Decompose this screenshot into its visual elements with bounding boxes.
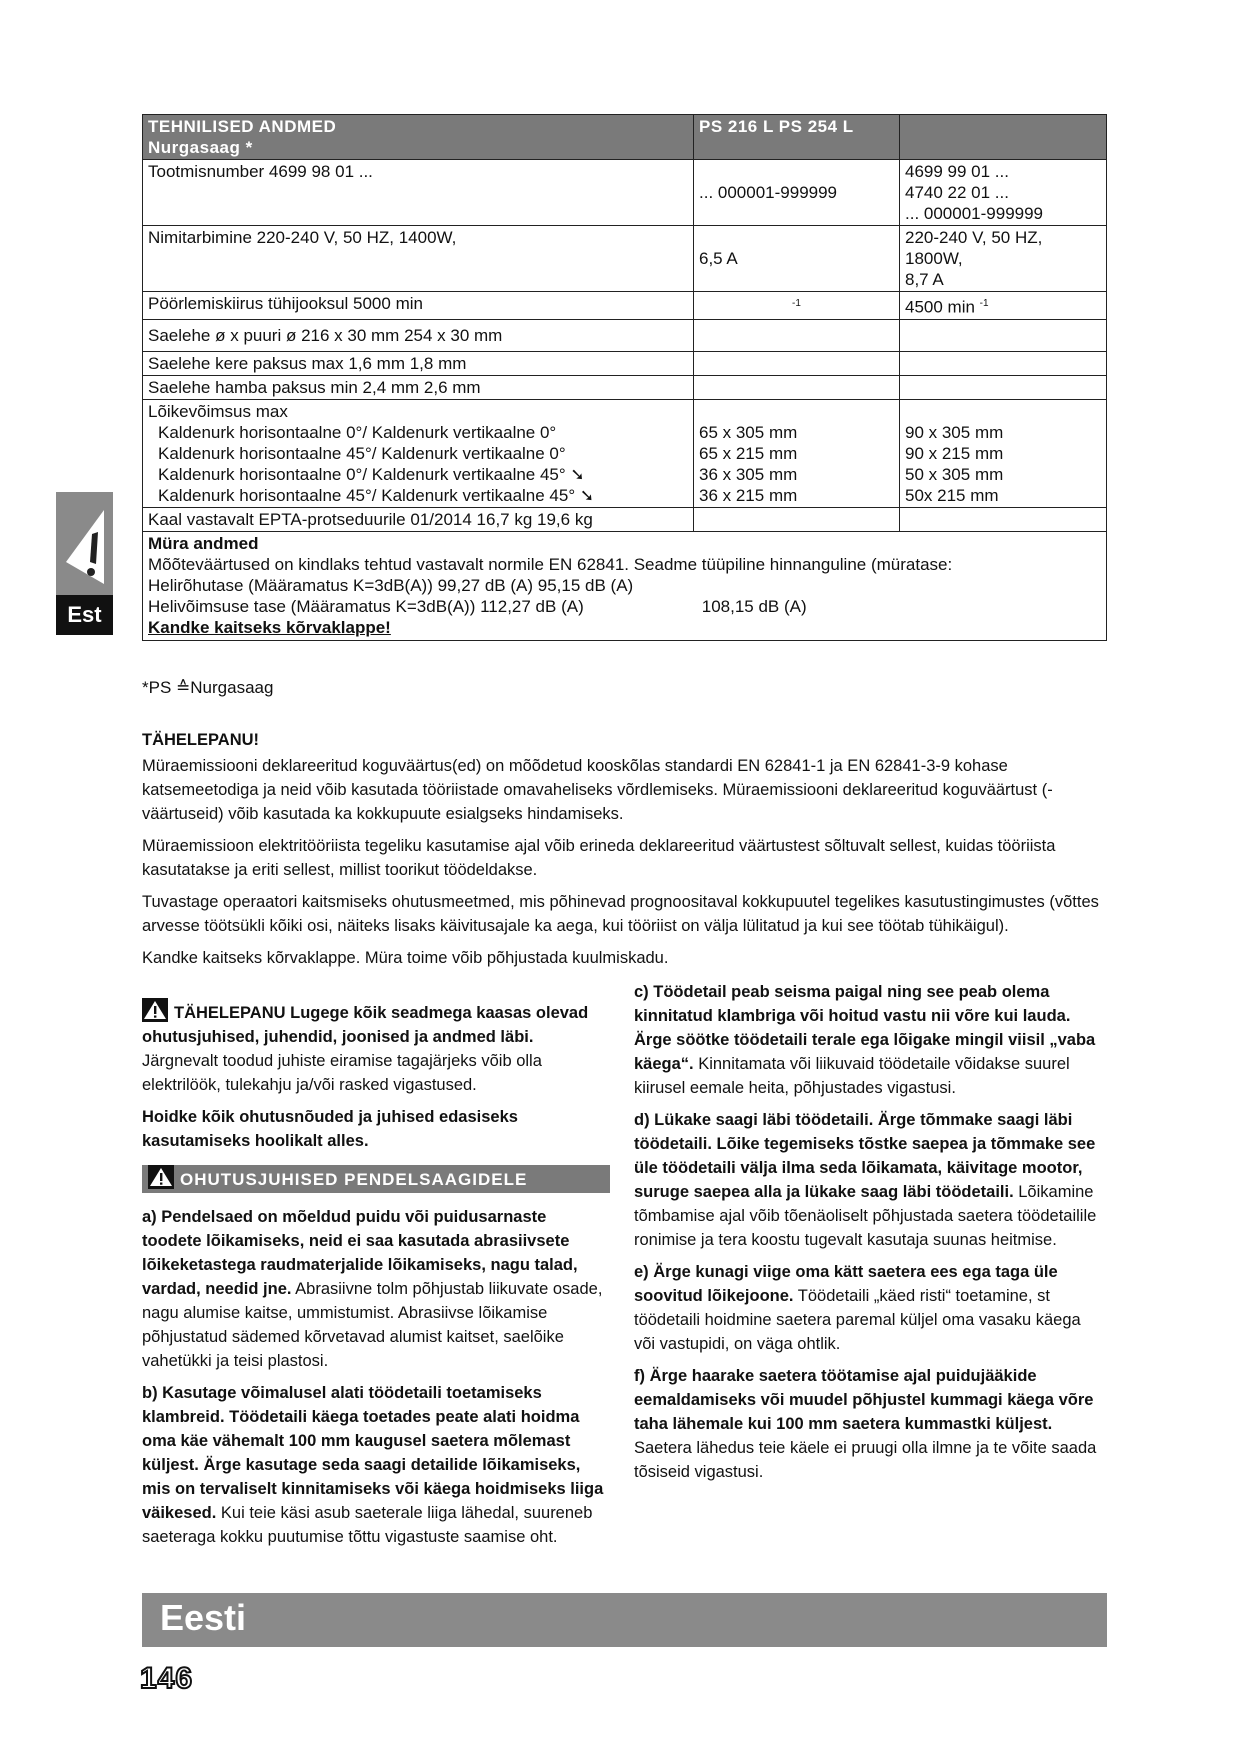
safety-item-b: b) Kasutage võimalusel alati töödetaili toetamiseks klambreid. Töödetaili käega toetades peate alati hoidma oma käe vähemalt 100 mm kaugusel saetera mõlemast küljest. Ärge kasutage seda saagi detailide lõikamiseks, mis on tervaliselt kinnitamiseks või käega hoidmiseks liiga väikesed. Kui teie käsi asub saeterale liiga lähedal, suureneb saeteraga kokku puutumise tõttu vigastuste saamise oht.: [142, 1384, 604, 1546]
spec-title: TEHNILISED ANDMED: [148, 117, 337, 136]
spec-value: 90 x 305 mm 90 x 215 mm 50 x 305 mm 50x 215 mm: [900, 399, 1107, 507]
safety-item-f: f) Ärge haarake saetera töötamise ajal puidujääkide eemaldamiseks või muudel põhjustel kummagi käega võre taha lähemale kui 100 mm saetera kummastki küljest. Saetera lähedus teie käele ei pruugi olla ilmne ja te võite saada tõsiseid vigastusi.: [634, 1367, 1097, 1481]
warning-triangle-icon: [142, 998, 168, 1022]
language-side-tab: [56, 492, 113, 635]
spec-row: [143, 226, 1107, 292]
footer-language-bar: [142, 1593, 1107, 1647]
attention-paragraph: Kandke kaitseks kõrvaklappe. Müra toime võib põhjustada kuulmiskadu.: [142, 949, 669, 967]
safety-item-d: d) Lükake saagi läbi töödetaili. Ärge tõmmake saagi läbi töödetaili. Lõike tegemiseks tõstke saepea ja tõmmake see üle töödetaili välja ilma seda lõikamata, käivitage mootor, suruge saepea alla ja lükake saag läbi töödetaili. Lõikamine tõmbamise ajal võib tõenäoliselt põhjustada saetera töödetailile ronimise ja tera koostu tugevalt kasutaja suunas heitmise.: [634, 1111, 1097, 1249]
spec-value: 65 x 305 mm 65 x 215 mm 36 x 305 mm 36 x 215 mm: [694, 399, 900, 507]
spec-label: Saelehe hamba paksus min 2,4 mm 2,6 mm: [143, 375, 694, 399]
spec-label: Lõikevõimsus max Kaldenurk horisontaalne 0°/ Kaldenurk vertikaalne 0° Kaldenurk horisontaalne 45°/ Kaldenurk vertikaalne 0° Kaldenurk horisontaalne 0°/ Kaldenurk vertikaalne 45° ➘ Kaldenurk horisontaalne 45°/ Kaldenurk vertikaalne 45° ➘: [143, 399, 694, 507]
spec-header-left: [143, 115, 694, 160]
left-column: [142, 998, 610, 1557]
spec-value: 4699 99 01 ... 4740 22 01 ... ... 000001-999999: [900, 160, 1107, 226]
spec-row: [143, 375, 1107, 399]
footnote: *PS ≙Nurgasaag: [142, 678, 274, 697]
spec-row: [143, 292, 1107, 320]
noise-title: Müra andmed: [148, 533, 259, 553]
keep-instructions: Hoidke kõik ohutusnõuded ja juhised edasiseks kasutamiseks hoolikalt alles.: [142, 1108, 518, 1150]
safety-item-e: e) Ärge kunagi viige oma kätt saetera ees ega taga üle soovitud lõikejoone. Töödetaili „käed risti“ toetamine, st töödetaili hoidmine saetera paremal küljel oma vasaku käega või vastupidi, on väga ohtlik.: [634, 1263, 1081, 1353]
cut-label: Kaldenurk horisontaalne 0°/ Kaldenurk vertikaalne 0°: [158, 422, 557, 442]
safety-item-c: c) Töödetail peab seisma paigal ning see peab olema kinnitatud klambriga või hoitud vastu nii võre kui lauda. Ärge söötke töödetaili terale ega lõigake mingil viisil „vaba käega“. Kinnitamata või liikuvaid töödetaile võidakse suurel kiirusel eemale heita, põhjustades vigastusi.: [634, 983, 1096, 1097]
warning-triangle-icon: [148, 1165, 174, 1189]
cut-label: Kaldenurk horisontaalne 45°/ Kaldenurk vertikaalne 45° ➘: [158, 485, 595, 505]
spec-row: [143, 507, 1107, 531]
attention-title: TÄHELEPANU!: [142, 731, 260, 749]
page-number: 146: [140, 1662, 194, 1695]
spec-value: -1: [694, 292, 900, 320]
spec-header-right: [900, 115, 1107, 160]
spec-row: [143, 160, 1107, 226]
spec-value: 4500 min $^{-1}$: [900, 292, 1107, 320]
attention-paragraph: Tuvastage operaatori kaitsmiseks ohutusmeetmed, mis põhinevad prognoositaval kokkupuutel tegelikes kasutustingimustes (võttes arvesse töötsükli kõiki osi, näiteks lisaks käivitusajale ka aega, kui tööriist on välja lülitatud ja kui see töötab tühikäigul).: [142, 893, 1099, 935]
spec-label: Kaal vastavalt EPTA-protseduurile 01/2014 16,7 kg 19,6 kg: [143, 507, 694, 531]
spec-label: Saelehe ø x puuri ø 216 x 30 mm 254 x 30 mm: [143, 319, 694, 351]
spec-header-models: PS 216 L PS 254 L: [694, 115, 900, 160]
spec-row-cutting: [143, 399, 1107, 507]
warning-icon: [60, 502, 109, 592]
safety-item-a: a) Pendelsaed on mõeldud puidu või puidusarnaste toodete lõikamiseks, neid ei saa kasutada abrasiivsete lõikeketastega raudmaterjalide lõikamiseks, nagu talad, vardad, needid jne. Abrasiivne tolm põhjustab liikuvate osade, nagu alumise kaitse, ummistumist. Abrasiivse lõikamise põhjustatud sädemed kõrvetavad alumist kaitset, saelõike vahetükki ja teisi plastosi.: [142, 1208, 603, 1370]
bevel-icon: ➘: [565, 464, 585, 484]
spec-table: [142, 114, 1107, 641]
right-column: [634, 980, 1106, 1492]
spec-value: 220-240 V, 50 HZ, 1800W, 8,7 A: [900, 226, 1107, 292]
general-warning: TÄHELEPANU Lugege kõik seadmega kaasas olevad ohutusjuhised, juhendid, joonised ja andmed läbi. Järgnevalt toodud juhiste eiramise tagajärjeks võib olla elektrilöök, tulekahju ja/või rasked vigastused.: [142, 998, 610, 1097]
spec-label: Saelehe kere paksus max 1,6 mm 1,8 mm: [143, 351, 694, 375]
noise-cell: Müra andmed Mõõteväärtused on kindlaks tehtud vastavalt normile EN 62841. Seadme tüüpiline hinnanguline (müratase: Helirõhutase (Määramatus K=3dB(A)) 99,27 dB (A) 95,15 dB (A) Helivõimsuse tase (Määramatus K=3dB(A)) 112,27 dB (A) 108,15 dB (A) Kandke kaitseks kõrvaklappe!: [143, 531, 1107, 640]
attention-block: [142, 728, 1102, 978]
spec-value: ... 000001-999999: [694, 160, 900, 226]
spec-label: Nimitarbimine 220-240 V, 50 HZ, 1400W,: [143, 226, 694, 292]
section-bar: [142, 1165, 610, 1193]
cut-label: Kaldenurk horisontaalne 0°/ Kaldenurk vertikaalne 45° ➘: [158, 464, 585, 484]
footer-language: Eesti: [160, 1597, 247, 1638]
spec-label: Pöörlemiskiirus tühijooksul 5000 min: [143, 292, 694, 320]
noise-row: [143, 531, 1107, 640]
side-tab-label: Est: [56, 595, 113, 635]
spec-row: [143, 319, 1107, 351]
section-title: OHUTUSJUHISED PENDELSAAGIDELE: [180, 1170, 528, 1189]
noise-warning: Kandke kaitseks kõrvaklappe!: [148, 617, 391, 637]
cut-label: Kaldenurk horisontaalne 45°/ Kaldenurk vertikaalne 0°: [158, 443, 566, 463]
spec-row: [143, 351, 1107, 375]
spec-subtitle: Nurgasaag *: [148, 138, 253, 157]
spec-header-row: [143, 115, 1107, 160]
spec-label: Tootmisnumber 4699 98 01 ...: [143, 160, 694, 226]
attention-paragraph: Müraemissiooni deklareeritud koguväärtus(ed) on mõõdetud kooskõlas standardi EN 62841-1 ja EN 62841-3-9 kohase katsemeetodiga ja neid võib kasutada tööriistade omavaheliseks võrdlemiseks. Müraemissiooni deklareeritud koguväärtust (-väärtuseid) võib kasutada ka kokkupuute esialgseks hindamiseks.: [142, 757, 1053, 823]
attention-paragraph: Müraemissioon elektritööriista tegeliku kasutamise ajal võib erineda deklareeritud väärtustest sõltuvalt sellest, kuidas tööriista kasutatakse ja eriti sellest, millist toorikut töödeldakse.: [142, 837, 1056, 879]
spec-value: 6,5 A: [694, 226, 900, 292]
bevel-icon: ➘: [575, 485, 595, 505]
